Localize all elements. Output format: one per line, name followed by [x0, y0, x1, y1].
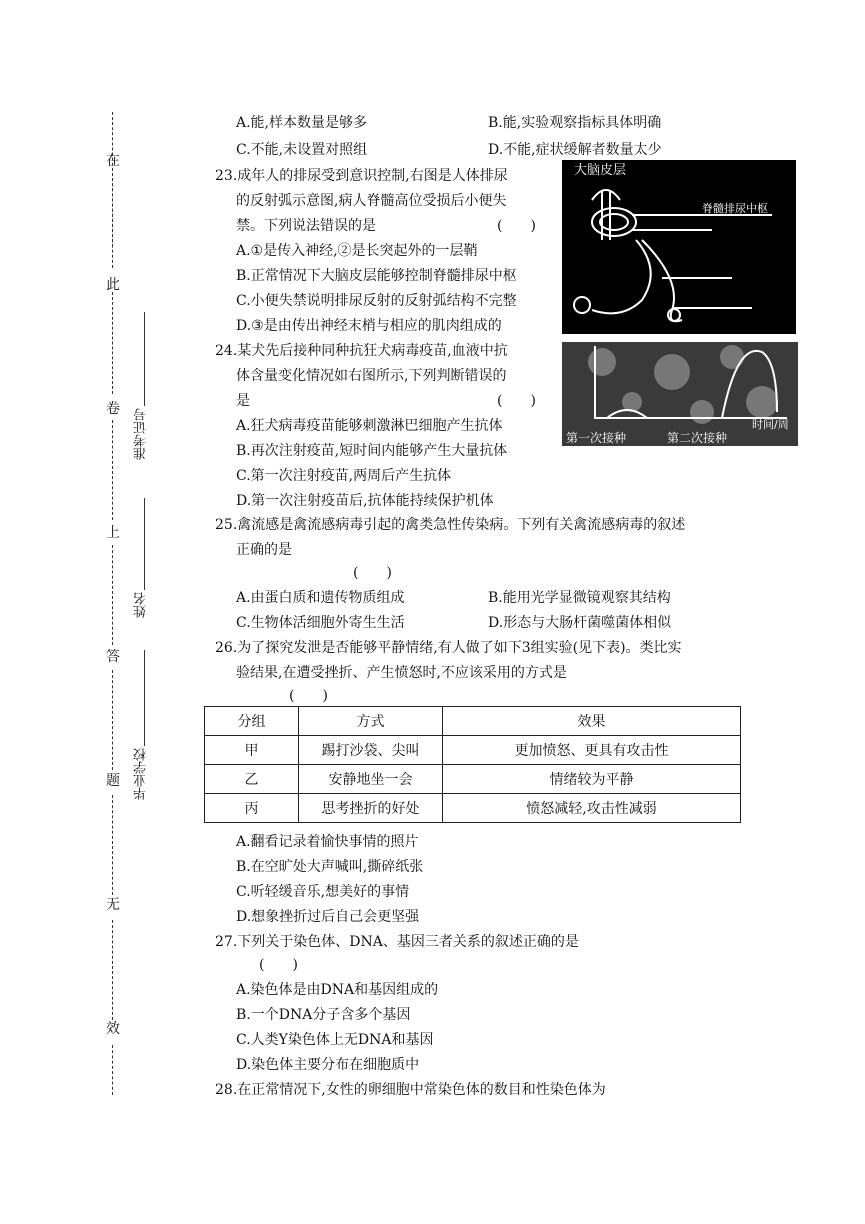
q26-option: C.听轻缓音乐,想美好的事情 — [236, 884, 410, 900]
answer-blank: ( ) — [353, 565, 392, 581]
table-header: 分组 — [205, 707, 299, 736]
table-cell: 安静地坐一会 — [299, 765, 443, 794]
binding-char: 效 — [106, 1021, 120, 1037]
exam-id-label: 准考证号 — [134, 408, 149, 460]
q26-option: B.在空旷处大声喊叫,撕碎纸张 — [236, 859, 424, 875]
binding-char: 此 — [106, 277, 120, 293]
table-cell: 丙 — [205, 794, 299, 823]
table-row — [205, 736, 741, 765]
q23-stem: 禁。下列说法错误的是 — [236, 218, 376, 234]
binding-line — [112, 920, 113, 1020]
table-cell: 更加愤怒、更具有攻击性 — [443, 736, 741, 765]
cortex-label: 大脑皮层 — [574, 163, 627, 178]
exam-id-line — [144, 312, 145, 406]
school-label: 毕业学校 — [134, 748, 149, 800]
antibody-graph — [562, 342, 798, 446]
table-cell: 愤怒减轻,攻击性减弱 — [443, 794, 741, 823]
q23-option: A.①是传入神经,②是长突起外的一层鞘 — [236, 243, 478, 259]
q23-option: B.正常情况下大脑皮层能够控制脊髓排尿中枢 — [236, 268, 517, 284]
q26-option: D.想象挫折过后自己会更坚强 — [236, 909, 420, 925]
binding-line — [112, 795, 113, 895]
first-vaccination-label: 第一次接种 — [566, 431, 627, 445]
table-cell: 乙 — [205, 765, 299, 794]
q26-stem: 验结果,在遭受挫折、产生愤怒时,不应该采用的方式是 — [236, 665, 567, 681]
q22-option-c: C.不能,未设置对照组 — [236, 142, 368, 158]
binding-line — [112, 1045, 113, 1095]
answer-blank: ( ) — [259, 957, 298, 973]
q22-option-a: A.能,样本数量是够多 — [236, 115, 368, 131]
q24-stem: 24.某犬先后接种同种抗狂犬病毒疫苗,血液中抗 — [215, 343, 508, 359]
table-cell: 甲 — [205, 736, 299, 765]
q27-stem: 27.下列关于染色体、DNA、基因三者关系的叙述正确的是 — [215, 934, 579, 950]
antibody-figure — [562, 342, 798, 446]
binding-char: 在 — [106, 153, 120, 169]
q27-option: A.染色体是由DNA和基因组成的 — [236, 982, 439, 998]
q24-option: C.第一次注射疫苗,两周后产生抗体 — [236, 468, 452, 484]
binding-char: 卷 — [106, 401, 120, 417]
table-cell: 踢打沙袋、尖叫 — [299, 736, 443, 765]
table-cell: 情绪较为平静 — [443, 765, 741, 794]
name-label: 姓名 — [134, 592, 149, 618]
time-axis-label: 时间/周 — [752, 418, 789, 431]
answer-blank: ( ) — [497, 393, 536, 409]
q23-option: C.小便失禁说明排尿反射的反射弧结构不完整 — [236, 293, 517, 309]
table-row — [205, 765, 741, 794]
center-label: 脊髓排尿中枢 — [702, 202, 768, 215]
q24-option: B.再次注射疫苗,短时间内能够产生大量抗体 — [236, 443, 508, 459]
q22-option-d: D.不能,症状缓解者数量太少 — [488, 142, 662, 158]
experiment-table — [204, 706, 741, 823]
binding-line — [112, 420, 113, 520]
reflex-arc-figure — [562, 160, 796, 334]
second-vaccination-label: 第二次接种 — [667, 431, 728, 445]
q23-option: D.③是由传出神经末梢与相应的肌肉组成的 — [236, 318, 502, 334]
q26-stem: 26.为了探究发泄是否能够平静情绪,有人做了如下3组实验(见下表)。类比实 — [215, 640, 682, 656]
reflex-arc-diagram — [562, 160, 796, 334]
table-header: 方式 — [299, 707, 443, 736]
table-header: 效果 — [443, 707, 741, 736]
q24-option: A.狂犬病毒疫苗能够刺激淋巴细胞产生抗体 — [236, 418, 503, 434]
binding-line — [112, 168, 113, 268]
q22-option-b: B.能,实验观察指标具体明确 — [488, 115, 662, 131]
binding-line — [112, 292, 113, 394]
binding-line — [112, 545, 113, 645]
table-cell: 思考挫折的好处 — [299, 794, 443, 823]
school-line — [144, 650, 145, 746]
binding-char: 答 — [106, 649, 120, 665]
q25-stem: 25.禽流感是禽流感病毒引起的禽类急性传染病。下列有关禽流感病毒的叙述 — [215, 517, 686, 533]
q28-stem: 28.在正常情况下,女性的卵细胞中常染色体的数目和性染色体为 — [215, 1082, 606, 1098]
q25-stem: 正确的是 — [236, 542, 292, 558]
q27-option: C.人类Y染色体上无DNA和基因 — [236, 1032, 434, 1048]
q25-option: C.生物体活细胞外寄生生活 — [236, 615, 405, 631]
q23-stem: 23.成年人的排尿受到意识控制,右图是人体排尿 — [215, 168, 508, 184]
q23-stem: 的反射弧示意图,病人脊髓高位受损后小便失 — [236, 193, 507, 209]
table-row — [205, 794, 741, 823]
q25-option: B.能用光学显微镜观察其结构 — [488, 590, 671, 606]
name-line — [144, 498, 145, 590]
q25-option: A.由蛋白质和遗传物质组成 — [236, 590, 405, 606]
binding-char: 题 — [106, 773, 120, 789]
q27-option: B.一个DNA分子含多个基因 — [236, 1007, 411, 1023]
q27-option: D.染色体主要分布在细胞质中 — [236, 1057, 420, 1073]
q26-option: A.翻看记录着愉快事情的照片 — [236, 834, 419, 850]
answer-blank: ( ) — [497, 218, 536, 234]
table-header-row — [205, 707, 741, 736]
q24-option: D.第一次注射疫苗后,抗体能持续保护机体 — [236, 493, 494, 509]
q25-option: D.形态与大肠杆菌噬菌体相似 — [488, 615, 672, 631]
q24-stem: 是 — [236, 393, 250, 409]
q24-stem: 体含量变化情况如右图所示,下列判断错误的 — [236, 368, 507, 384]
answer-blank: ( ) — [289, 688, 328, 704]
binding-char: 无 — [106, 897, 120, 913]
binding-line — [112, 670, 113, 770]
binding-char: 上 — [106, 525, 120, 541]
